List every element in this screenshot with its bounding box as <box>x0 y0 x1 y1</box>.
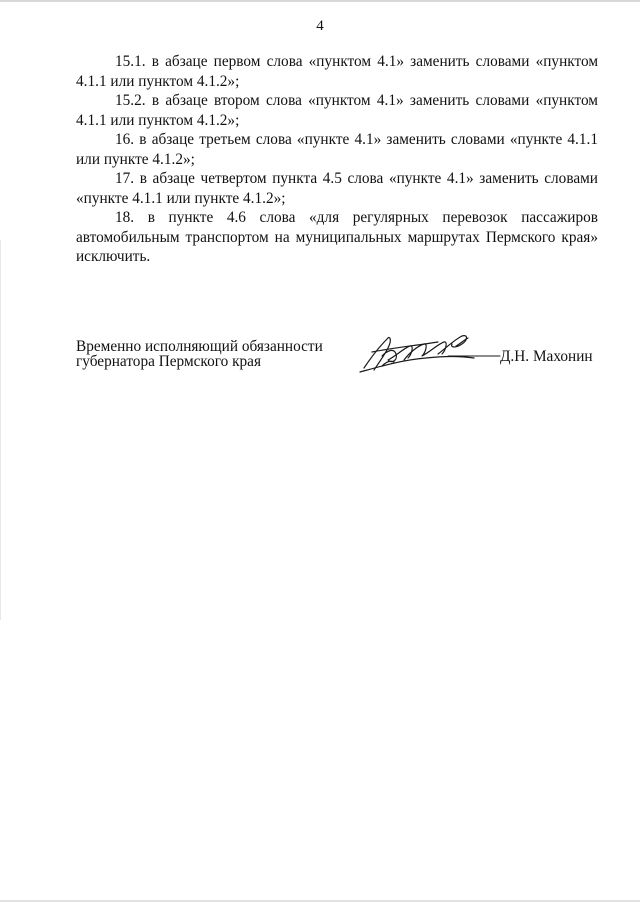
document-body <box>76 52 598 267</box>
signer-name: Д.Н. Махонин <box>500 348 593 365</box>
paragraph-16: 16. в абзаце третьем слова «пункте 4.1» заменить словами «пункте 4.1.1 или пункте 4.1.2»; <box>76 131 598 168</box>
paragraph-15-2: 15.2. в абзаце втором слова «пунктом 4.1» заменить словами «пунктом 4.1.1 или пунктом 4.1.2»; <box>76 92 598 129</box>
handwritten-signature-icon <box>352 326 502 378</box>
paragraph-15-1: 15.1. в абзаце первом слова «пунктом 4.1» заменить словами «пунктом 4.1.1 или пунктом 4.1.2»; <box>76 53 598 90</box>
page-number: 4 <box>316 18 324 34</box>
signer-position-line-2: губернатора Пермского края <box>76 353 262 370</box>
signer-position <box>76 339 323 369</box>
paragraph-17: 17. в абзаце четвертом пункта 4.5 слова «пункте 4.1» заменить словами «пункте 4.1.1 или пункте 4.1.2»; <box>76 170 598 207</box>
signer-position-line-1: Временно исполняющий обязанности <box>76 338 323 355</box>
scan-edge-top <box>0 0 640 2</box>
paragraph-18: 18. в пункте 4.6 слова «для регулярных перевозок пассажиров автомобильным транспортом на муниципальных маршрутах Пермского края» исключить. <box>76 209 598 265</box>
scan-edge-left <box>0 240 1 620</box>
scan-edge-bottom <box>0 900 640 902</box>
